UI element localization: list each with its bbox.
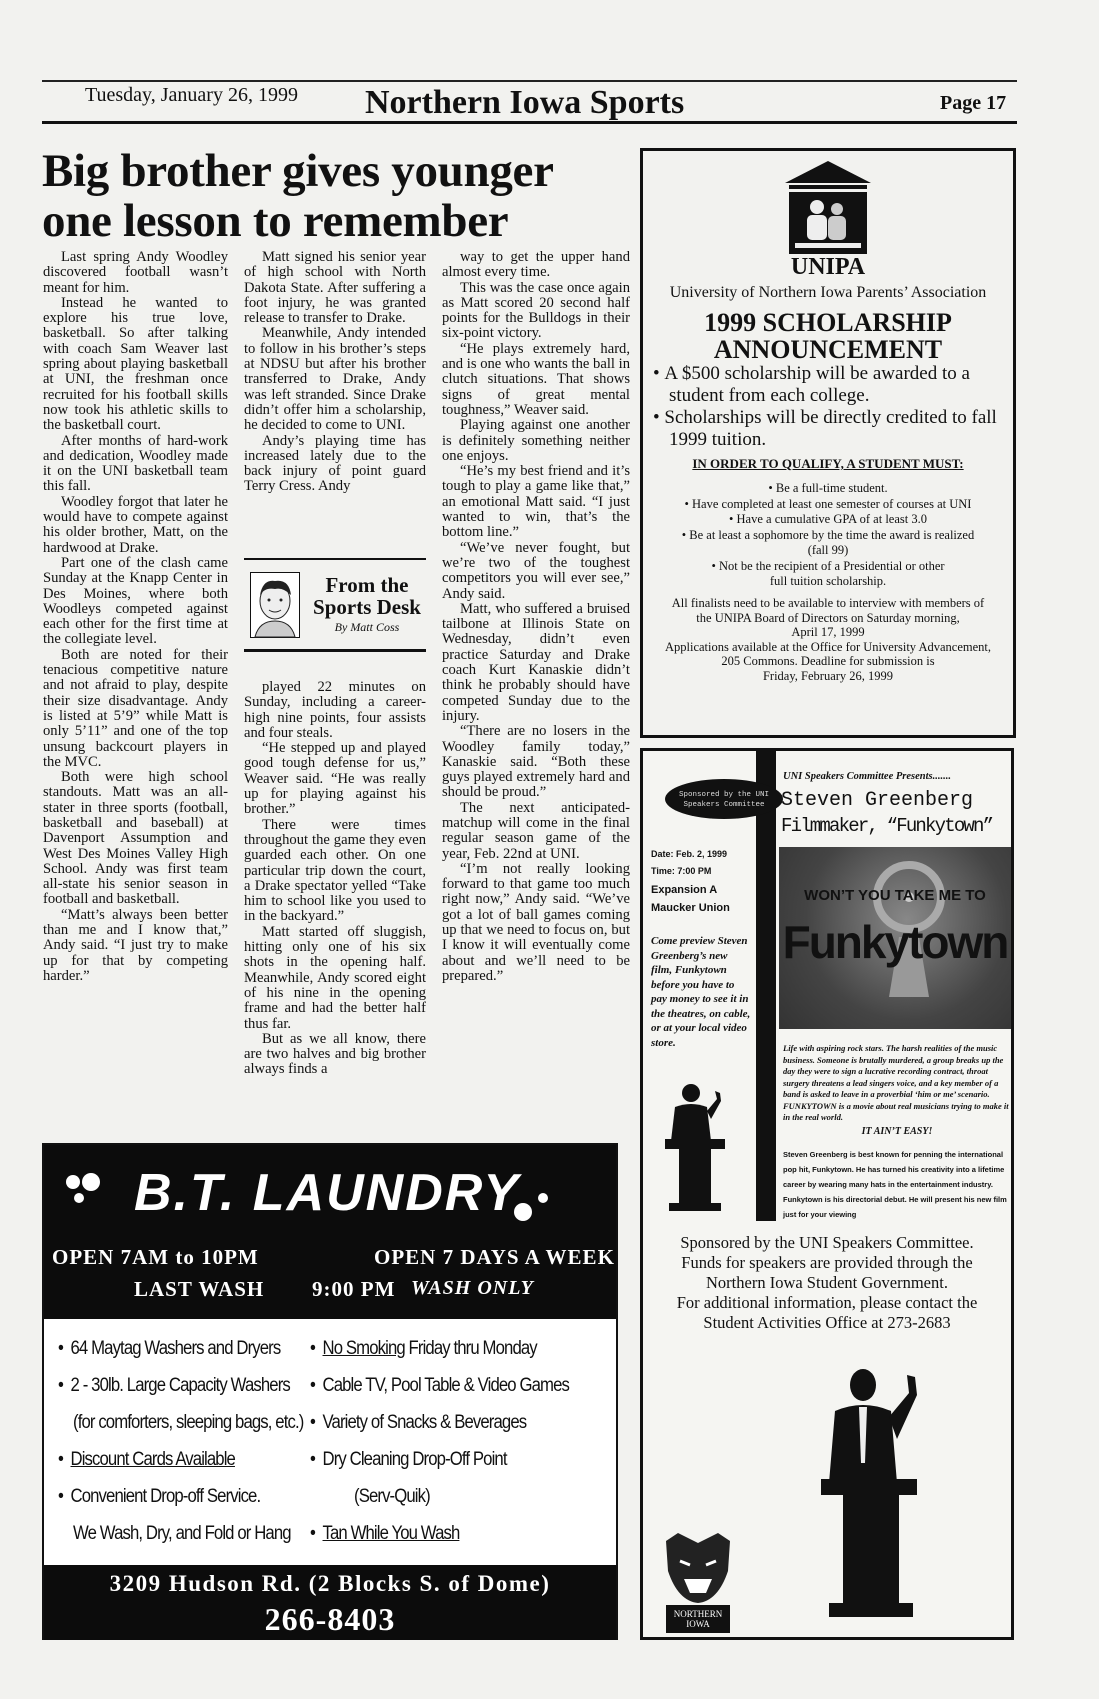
speaker-at-podium-icon <box>665 1081 745 1211</box>
synopsis-text: FUNKYTOWN is a movie about real musicians trying to make it in the real world. <box>783 1100 1009 1122</box>
text-line: April 17, 1999 <box>791 625 865 639</box>
article-paragraph: Both are noted for their tenacious competitive nature and not afraid to play, despite their size disadvantage. Andy is listed at 5’9” while Matt is only 5’11” and one of the top unsung backcourt players in the MVC. <box>43 646 228 770</box>
article-paragraph: The next anticipated-matchup will come in the final regular season game of the year, Feb. 22nd at UNI. <box>442 799 630 862</box>
laundry-ad <box>42 1143 618 1640</box>
article-paragraph: way to get the upper hand almost every time. <box>442 249 630 281</box>
text-line: • Have completed at least one semester of courses at UNI <box>684 496 972 511</box>
columnist-photo <box>250 572 300 638</box>
laundry-hours: OPEN 7AM to 10PM <box>52 1245 259 1269</box>
speaker-role: Filmmaker, “Funkytown” <box>781 815 993 837</box>
article-paragraph: Both were high school standouts. Matt was an all-stater in three sports (football, basketball and baseball) at Davenport Assumption and West Des Moines Valley High School. Andy was first team all-state his senior season in football and basketball. <box>43 769 228 908</box>
article-column-1 <box>43 250 228 984</box>
sponsor-oval: Sponsored by the UNI Speakers Committee <box>665 779 783 819</box>
article-paragraph: Part one of the clash came Sunday at the Knapp Center in Des Moines, where both Woodleys competed against each other for the first time at the collegiate level. <box>43 554 228 648</box>
headline-line: one lesson to remember <box>42 195 509 247</box>
finalist-info <box>643 596 1013 683</box>
feature-item: • No Smoking Friday thru Monday <box>310 1338 537 1359</box>
feature-item: • Variety of Snacks & Beverages <box>310 1412 527 1433</box>
speaker-at-podium-icon <box>823 1363 933 1623</box>
feature-item: (for comforters, sleeping bags, etc.) <box>73 1412 304 1433</box>
header-rule <box>42 121 1017 124</box>
event-room: Expansion A <box>651 884 718 896</box>
northern-iowa-logo-text: NORTHERN IOWA <box>673 1609 723 1629</box>
article-paragraph: Matt, who suffered a bruised tailbone at Illinois State on Wednesday, didn’t even practice Saturday and Drake coach Kurt Kanaskie didn’t think he probably should have competed Sunday due to the injury. <box>442 600 630 724</box>
feature-item: We Wash, Dry, and Fold or Hang <box>73 1523 291 1544</box>
wash-only: WASH ONLY <box>411 1277 534 1299</box>
text-line: Funds for speakers are provided through the <box>681 1253 973 1272</box>
speaker-name: Steven Greenberg <box>781 789 974 812</box>
qualify-heading: IN ORDER TO QUALIFY, A STUDENT MUST: <box>692 456 964 471</box>
article-paragraph: “We’ve never fought, but we’re two of the toughest competitors you will ever see,” Andy said. <box>442 539 630 602</box>
unipa-building-logo-icon <box>783 161 873 256</box>
event-building: Maucker Union <box>651 902 730 914</box>
vertical-bar <box>756 751 776 1221</box>
page-number: Page 17 <box>940 92 1007 114</box>
feature-item: • Tan While You Wash <box>310 1523 460 1544</box>
feature-item: (Serv-Quik) <box>354 1486 430 1507</box>
text-line: • Be at least a sophomore by the time the award is realized <box>681 527 975 542</box>
article-paragraph: “He’s my best friend and it’s tough to play a game like that,” an emotional Matt said. “I just wanted to win, that’s the bottom line.” <box>442 463 630 541</box>
last-wash-time: 9:00 PM <box>312 1277 396 1301</box>
funkytown-poster <box>779 847 1011 1029</box>
byline: By Matt Coss <box>334 620 400 634</box>
feature-item: • 2 - 30lb. Large Capacity Washers <box>58 1375 290 1396</box>
poster-title: Funkytown <box>782 916 1008 968</box>
feature-item: • 64 Maytag Washers and Dryers <box>58 1338 281 1359</box>
article-paragraph: But as we all know, there are two halves and big brother always finds a <box>244 1030 426 1078</box>
article-paragraph: Instead he wanted to explore his true love, basketball. So after talking with coach Sam Weaver last spring about playing basketball at UNI, the freshman once recruited for his football skills now took his athletic skills to the basketball court. <box>43 294 228 434</box>
article-paragraph: Matt signed his senior year of high school with North Dakota State. After suffering a foot injury, he was granted release to transfer to Drake. <box>244 249 426 327</box>
laundry-ad-header <box>44 1145 616 1319</box>
headline-line: Big brother gives younger <box>42 145 554 197</box>
scholarship-title <box>643 309 1013 363</box>
section-title: Northern Iowa Sports <box>365 84 685 121</box>
text-line: All finalists need to be available to interview with members of <box>671 596 985 610</box>
feature-item: • Discount Cards Available <box>58 1449 235 1470</box>
feature-item: • Dry Cleaning Drop-Off Point <box>310 1449 507 1470</box>
column-title-line: From the <box>325 573 409 597</box>
unipa-scholarship-ad <box>640 148 1016 738</box>
laundry-ad-footer <box>44 1565 616 1640</box>
text-line: (fall 99) <box>807 543 849 557</box>
text-line: 205 Commons. Deadline for submission is <box>721 654 935 668</box>
article-paragraph: “Matt’s always been better than me and I know that,” Andy said. “I just try to make up for that by competing harder.” <box>43 906 228 984</box>
column-title-line: Sports Desk <box>313 595 421 619</box>
sponsor-info <box>643 1233 1011 1333</box>
text-line: Applications available at the Office for University Advancement, <box>664 639 992 654</box>
bubble-icon <box>82 1173 100 1191</box>
article-paragraph: Playing against one another is definitely something neither one enjoys. <box>442 417 630 464</box>
article-paragraph: Matt started off sluggish, hitting only one of his six shots in the opening half. Meanwhile, Andy scored eight of his nine in the opening frame and had the better half thus far. <box>244 923 426 1032</box>
laundry-name: B.T. LAUNDRY <box>134 1164 521 1222</box>
feature-item: • Cable TV, Pool Table & Video Games <box>310 1375 569 1396</box>
speakers-committee-ad <box>640 748 1014 1640</box>
text-line: • Be a full-time student. <box>768 481 888 495</box>
text-line: For additional information, please contact the <box>676 1293 978 1312</box>
scholarship-bullet: • A $500 scholarship will be awarded to a student from each college. <box>653 363 970 406</box>
text-line: • Not be the recipient of a Presidential or other <box>711 558 945 573</box>
article-paragraph: Andy’s playing time has increased lately due to the back injury of point guard Terry Cress. Andy <box>244 432 426 495</box>
bubble-icon <box>74 1193 84 1203</box>
article-column-2-top <box>244 250 426 495</box>
article-paragraph: This was the case once again as Matt scored 20 second half points for the Bulldogs in their six-point victory. <box>442 279 630 342</box>
preview-text: Come preview Steven Greenberg’s new film, Funkytown before you have to pay money to see it in the theatres, on cable, or at your local video store. <box>651 935 751 1049</box>
requirements-list <box>643 481 1013 590</box>
article-column-3 <box>442 250 630 984</box>
text-line: Student Activities Office at 273-2683 <box>703 1313 951 1332</box>
scholarship-bullet: • Scholarships will be directly credited to fall 1999 tuition. <box>653 407 997 450</box>
article-paragraph: played 22 minutes on Sunday, including a career-high nine points, four assists and four steals. <box>244 679 426 741</box>
text-line: Friday, February 26, 1999 <box>762 668 894 683</box>
article-paragraph: Last spring Andy Woodley discovered football wasn’t meant for him. <box>43 249 228 296</box>
article-paragraph: “I’m not really looking forward to that game too much right now,” Andy said. “We’ve got a lot of ball games coming up that we need to focus on, but I know it will eventually come about and we’ll need to be prepared.” <box>442 860 630 984</box>
column-sig-box <box>244 558 426 652</box>
issue-date: Tuesday, January 26, 1999 <box>85 84 298 106</box>
title-line: ANNOUNCEMENT <box>713 335 943 364</box>
laundry-phone: 266-8403 <box>264 1601 396 1637</box>
poster-tagline: WON’T YOU TAKE ME TO <box>804 887 986 904</box>
text-line: Northern Iowa Student Government. <box>706 1273 948 1292</box>
event-time: Time: 7:00 PM <box>651 866 712 876</box>
column-title <box>308 574 426 618</box>
feature-item: • Convenient Drop-off Service. <box>58 1486 261 1507</box>
unipa-logo-text: UNIPA <box>790 254 866 280</box>
bubble-icon <box>538 1193 548 1203</box>
article-column-2-bottom <box>244 680 426 1078</box>
bubble-icon <box>66 1175 80 1189</box>
article-paragraph: Woodley forgot that later he would have to compete against his older brother, Matt, on the hardwood at Drake. <box>43 493 228 556</box>
title-line: 1999 SCHOLARSHIP <box>704 308 952 337</box>
article-paragraph: There were times throughout the game they even guarded each other. On one particular trip down the court, a Drake spectator yelled “Take him to school like you used to in the backyard.” <box>244 816 426 925</box>
article-paragraph: “He plays extremely hard, and is one who wants the ball in clutch situations. That shows signs of great mental toughness,” Weaver said. <box>442 340 630 418</box>
text-line: full tuition scholarship. <box>769 574 887 588</box>
article-paragraph: “He stepped up and played good tough defense for us,” Weaver said. “He was really up for playing against his brother.” <box>244 740 426 818</box>
laundry-days: OPEN 7 DAYS A WEEK <box>374 1245 615 1269</box>
event-date: Date: Feb. 2, 1999 <box>651 849 728 859</box>
article-paragraph: After months of hard-work and dedication, Woodley made it on the UNI basketball team this fall. <box>43 432 228 495</box>
article-paragraph: “There are no losers in the Woodley family today,” Kanaskie said. “Both these guys played extremely hard and should be proud.” <box>442 723 630 801</box>
text-line: • Have a cumulative GPA of at least 3.0 <box>729 512 927 526</box>
article-headline <box>42 146 642 246</box>
laundry-address: 3209 Hudson Rd. (2 Blocks S. of Dome) <box>109 1571 551 1596</box>
header-rule <box>42 80 1017 82</box>
text-line: Sponsored by the UNI Speakers Committee. <box>680 1233 974 1252</box>
speaker-bio: Steven Greenberg is best known for penning the international pop hit, Funkytown. He has turned his creativity into a lifetime career by wearing many hats in the entertainment industry. Funkytown is his directorial debut. He will present his new film just for your viewing <box>783 1150 1007 1219</box>
film-synopsis <box>783 1043 1011 1124</box>
article-paragraph: Meanwhile, Andy intended to follow in his brother’s steps at NDSU but after his brother transferred to Drake, Andy was left stranded. Since Drake didn’t offer him a scholarship, he decided to come to UNI. <box>244 325 426 434</box>
text-line: the UNIPA Board of Directors on Saturday morning, <box>696 610 960 625</box>
tagline: IT AIN’T EASY! <box>861 1126 933 1137</box>
synopsis-text: Life with aspiring rock stars. The harsh realities of the music business. Someone is brutally murdered, a group breaks up the day they were to sign a lucrative recording contract, throat surgery threatens a lead singers voice, and a key member of a band is asked to leave in a proverbial ‘him or me’ scenario. <box>783 1043 1004 1099</box>
presents-line: UNI Speakers Committee Presents....... <box>783 771 951 782</box>
unipa-org-name: University of Northern Iowa Parents’ Association <box>669 284 987 301</box>
last-wash-label: LAST WASH <box>134 1277 265 1301</box>
